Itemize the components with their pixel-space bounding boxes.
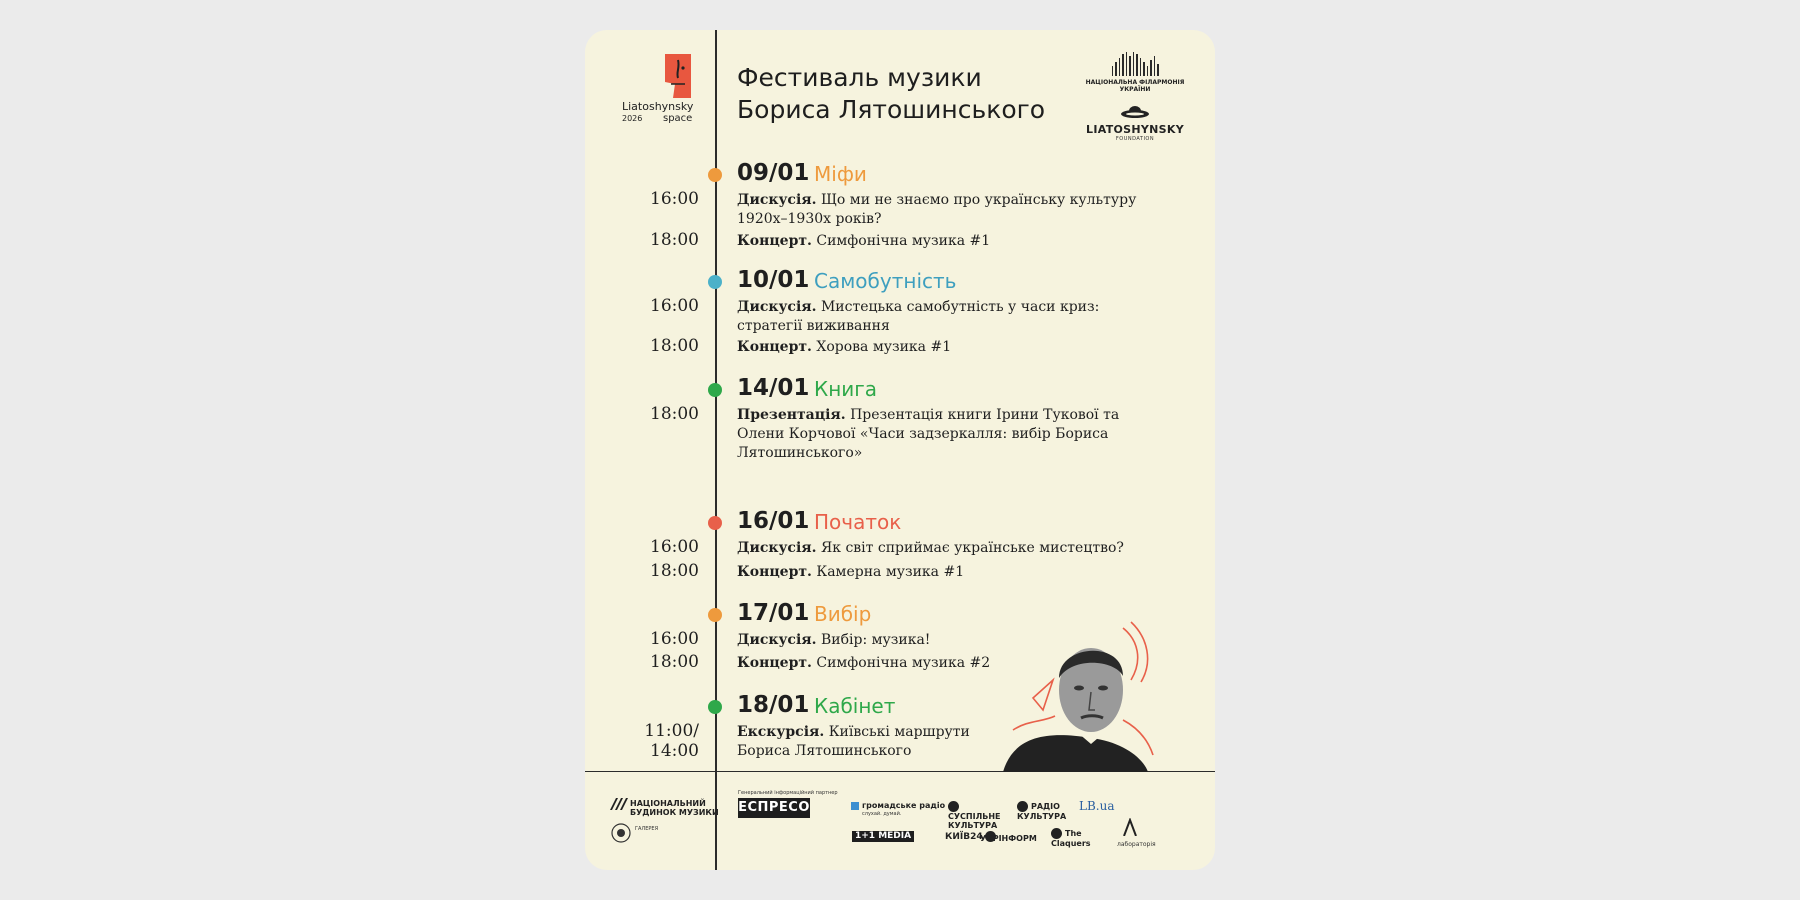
- page-title: [737, 62, 1067, 126]
- event-time: 16:00: [650, 189, 699, 209]
- top-sponsors: [1085, 52, 1185, 142]
- event-date: 10/01: [737, 267, 810, 293]
- green-dot-icon: [708, 383, 722, 397]
- lb-ua-logo: LB.ua: [1079, 799, 1115, 813]
- logo-face-icon: [665, 54, 691, 98]
- gallery-seal-icon: [611, 823, 631, 843]
- composer-portrait: [1003, 620, 1173, 772]
- event-time: 11:00/: [644, 721, 699, 741]
- event-theme: Вибір: [814, 602, 872, 626]
- event-description: Концерт. Хорова музика #1: [737, 339, 952, 355]
- logo-space: space: [663, 113, 693, 124]
- event-date: 18/01: [737, 692, 810, 718]
- event-description: Презентація. Презентація книги Ірини Тукової та Олени Корчової «Часи задзеркалля: вибір Бориса Лятошинського»: [737, 407, 1120, 461]
- title-line-1: Фестиваль музики: [737, 63, 982, 92]
- partner-caption: Генеральний інформаційний партнер: [738, 790, 838, 796]
- laboratoria-icon: [1122, 818, 1138, 836]
- event-theme: Книга: [814, 377, 878, 401]
- event-description: Концерт. Симфонічна музика #1: [737, 233, 991, 249]
- ukrinform-logo: УКРІНФОРМ: [980, 834, 1037, 843]
- festival-poster: [585, 30, 1215, 870]
- event-date: 17/01: [737, 600, 810, 626]
- event-time: 18:00: [650, 561, 699, 581]
- hromadske-icon: [851, 802, 859, 810]
- foundation-sub: FOUNDATION: [1115, 136, 1155, 142]
- claquers-logo: The Claquers: [1051, 829, 1091, 848]
- event-time: 18:00: [650, 652, 699, 672]
- event-time: 18:00: [650, 404, 699, 424]
- event-description: Концерт. Симфонічна музика #2: [737, 655, 991, 671]
- logo-year: 2026: [622, 114, 643, 123]
- event-description: Екскурсія. Київські маршрути Бориса Лятошинського: [737, 724, 970, 759]
- event-theme: Самобутність: [814, 269, 957, 293]
- event-description: Дискусія. Мистецька самобутність у часи криз: стратегії виживання: [737, 299, 1100, 334]
- philharmonic-logo-icon: [1085, 52, 1185, 76]
- orange-dot-icon: [708, 168, 722, 182]
- event-time: 16:00: [650, 296, 699, 316]
- logo-name: Liatoshynsky: [622, 100, 694, 113]
- event-theme: Початок: [814, 510, 902, 534]
- event-theme: Міфи: [814, 162, 867, 186]
- event-time: 18:00: [650, 336, 699, 356]
- media-1plus1-logo: 1+1 MEDIA: [852, 831, 914, 842]
- event-time: 14:00: [650, 741, 699, 761]
- event-theme: Кабінет: [814, 694, 896, 718]
- blue-dot-icon: [708, 275, 722, 289]
- event-time: 16:00: [650, 537, 699, 557]
- foundation-hat-icon: [1120, 105, 1150, 119]
- event-description: Дискусія. Що ми не знаємо про українську культуру 1920х–1930х років?: [737, 192, 1137, 227]
- suspilne-logo: СУСПІЛЬНЕ КУЛЬТУРА: [948, 801, 1008, 830]
- hromadske-slogan: слухай. думай.: [862, 811, 902, 817]
- philharmonic-name: НАЦІОНАЛЬНА ФІЛАРМОНІЯ УКРАЇНИ: [1085, 79, 1185, 93]
- red-dot-icon: [708, 516, 722, 530]
- green-dot-icon: [708, 700, 722, 714]
- hromadske-radio-logo: громадське радіо: [851, 801, 945, 810]
- event-time: 18:00: [650, 230, 699, 250]
- event-date: 14/01: [737, 375, 810, 401]
- laboratoria-label: лабораторія: [1117, 841, 1156, 848]
- suspilne-icon: [948, 801, 959, 812]
- radio-icon: [1017, 801, 1028, 812]
- house-of-music-icon: [610, 798, 628, 810]
- foundation-name: LIATOSHYNSKY: [1086, 123, 1184, 136]
- kyiv24-logo: КИЇВ24: [945, 831, 999, 842]
- title-line-2: Бориса Лятошинського: [737, 95, 1046, 124]
- event-description: Концерт. Камерна музика #1: [737, 564, 965, 580]
- radio-kultura-logo: РАДІО КУЛЬТУРА: [1017, 802, 1067, 821]
- event-description: Дискусія. Як світ сприймає українське мистецтво?: [737, 540, 1124, 556]
- espreso-logo: ЕСПРЕСО: [738, 798, 810, 818]
- event-date: 09/01: [737, 160, 810, 186]
- event-time: 16:00: [650, 629, 699, 649]
- timeline-line: [715, 30, 717, 870]
- event-date: 16/01: [737, 508, 810, 534]
- house-of-music-logo: НАЦІОНАЛЬНИЙ БУДИНОК МУЗИКИ: [630, 799, 719, 817]
- claquers-icon: [1051, 828, 1062, 839]
- event-description: Дискусія. Вибір: музика!: [737, 632, 931, 648]
- gallery-label: ГАЛЕРЕЯ: [635, 826, 659, 832]
- orange-dot-icon: [708, 608, 722, 622]
